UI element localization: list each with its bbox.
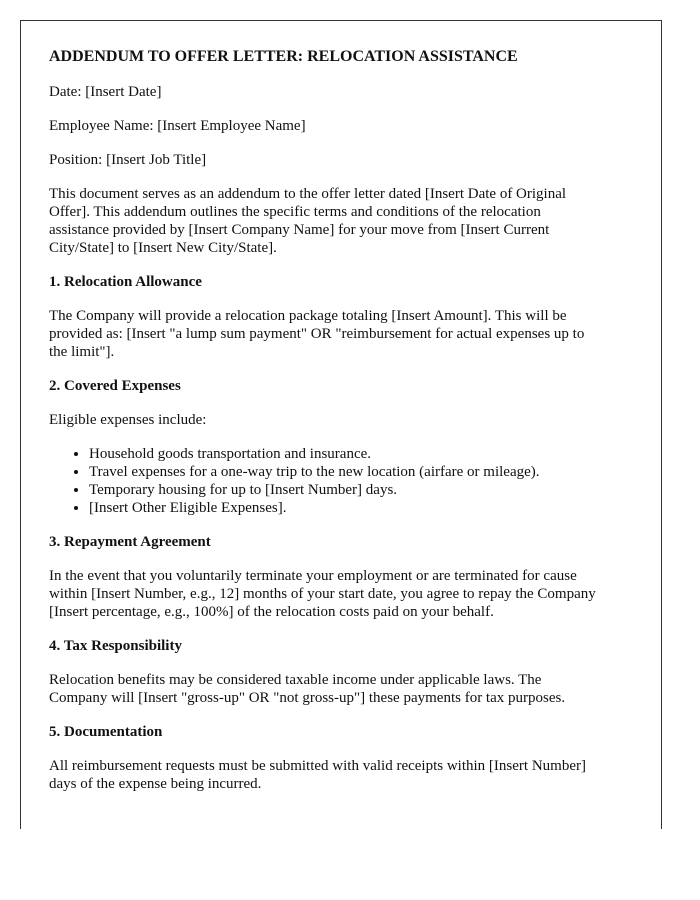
- text-line: The Company will provide a relocation package totaling [Insert Amount]. This will be: [49, 308, 567, 324]
- section-heading-documentation: 5. Documentation: [49, 724, 163, 740]
- text-line: assistance provided by [Insert Company Name] for your move from [Insert Current: [49, 222, 550, 238]
- list-item: • Travel expenses for a one-way trip to the new location (airfare or mileage).: [89, 463, 633, 481]
- section-heading-covered-expenses: 2. Covered Expenses: [49, 378, 181, 394]
- text-line: All reimbursement requests must be submitted with valid receipts within [Insert Number]: [49, 758, 586, 774]
- section-heading-tax-responsibility: 4. Tax Responsibility: [49, 638, 182, 654]
- text-line: This document serves as an addendum to the offer letter dated [Insert Date of Original: [49, 186, 567, 202]
- list-item: • [Insert Other Eligible Expenses].: [89, 499, 633, 517]
- covered-expenses-intro: Eligible expenses include:: [49, 412, 207, 428]
- document-title: ADDENDUM TO OFFER LETTER: RELOCATION ASSISTANCE: [49, 48, 518, 65]
- section-heading-repayment-agreement: 3. Repayment Agreement: [49, 534, 211, 550]
- section-heading-relocation-allowance: 1. Relocation Allowance: [49, 274, 202, 290]
- text-line: [Insert percentage, e.g., 100%] of the relocation costs paid on your behalf.: [49, 604, 494, 620]
- text-line: Company will [Insert "gross-up" OR "not gross-up"] these payments for tax purposes.: [49, 690, 566, 706]
- text-line: In the event that you voluntarily terminate your employment or are terminated for cause: [49, 568, 577, 584]
- employee-name-field: Employee Name: [Insert Employee Name]: [49, 118, 306, 134]
- text-line: provided as: [Insert "a lump sum payment" OR "reimbursement for actual expenses up to: [49, 326, 585, 342]
- text-line: Offer]. This addendum outlines the specific terms and conditions of the relocation: [49, 204, 541, 220]
- relocation-allowance-paragraph: [49, 307, 633, 361]
- position-field: Position: [Insert Job Title]: [49, 152, 207, 168]
- covered-expenses-list: [49, 445, 633, 517]
- documentation-paragraph: [49, 757, 633, 793]
- list-item: • Temporary housing for up to [Insert Number] days.: [89, 481, 633, 499]
- text-line: the limit"].: [49, 344, 115, 360]
- document-page: [20, 20, 662, 829]
- text-line: within [Insert Number, e.g., 12] months of your start date, you agree to repay the Company: [49, 586, 596, 602]
- date-field: Date: [Insert Date]: [49, 84, 162, 100]
- text-line: City/State] to [Insert New City/State].: [49, 240, 277, 256]
- text-line: Relocation benefits may be considered taxable income under applicable laws. The: [49, 672, 542, 688]
- list-item: • Household goods transportation and insurance.: [89, 445, 633, 463]
- tax-responsibility-paragraph: [49, 671, 633, 707]
- text-line: days of the expense being incurred.: [49, 776, 262, 792]
- intro-paragraph: [49, 185, 633, 257]
- repayment-agreement-paragraph: [49, 567, 633, 621]
